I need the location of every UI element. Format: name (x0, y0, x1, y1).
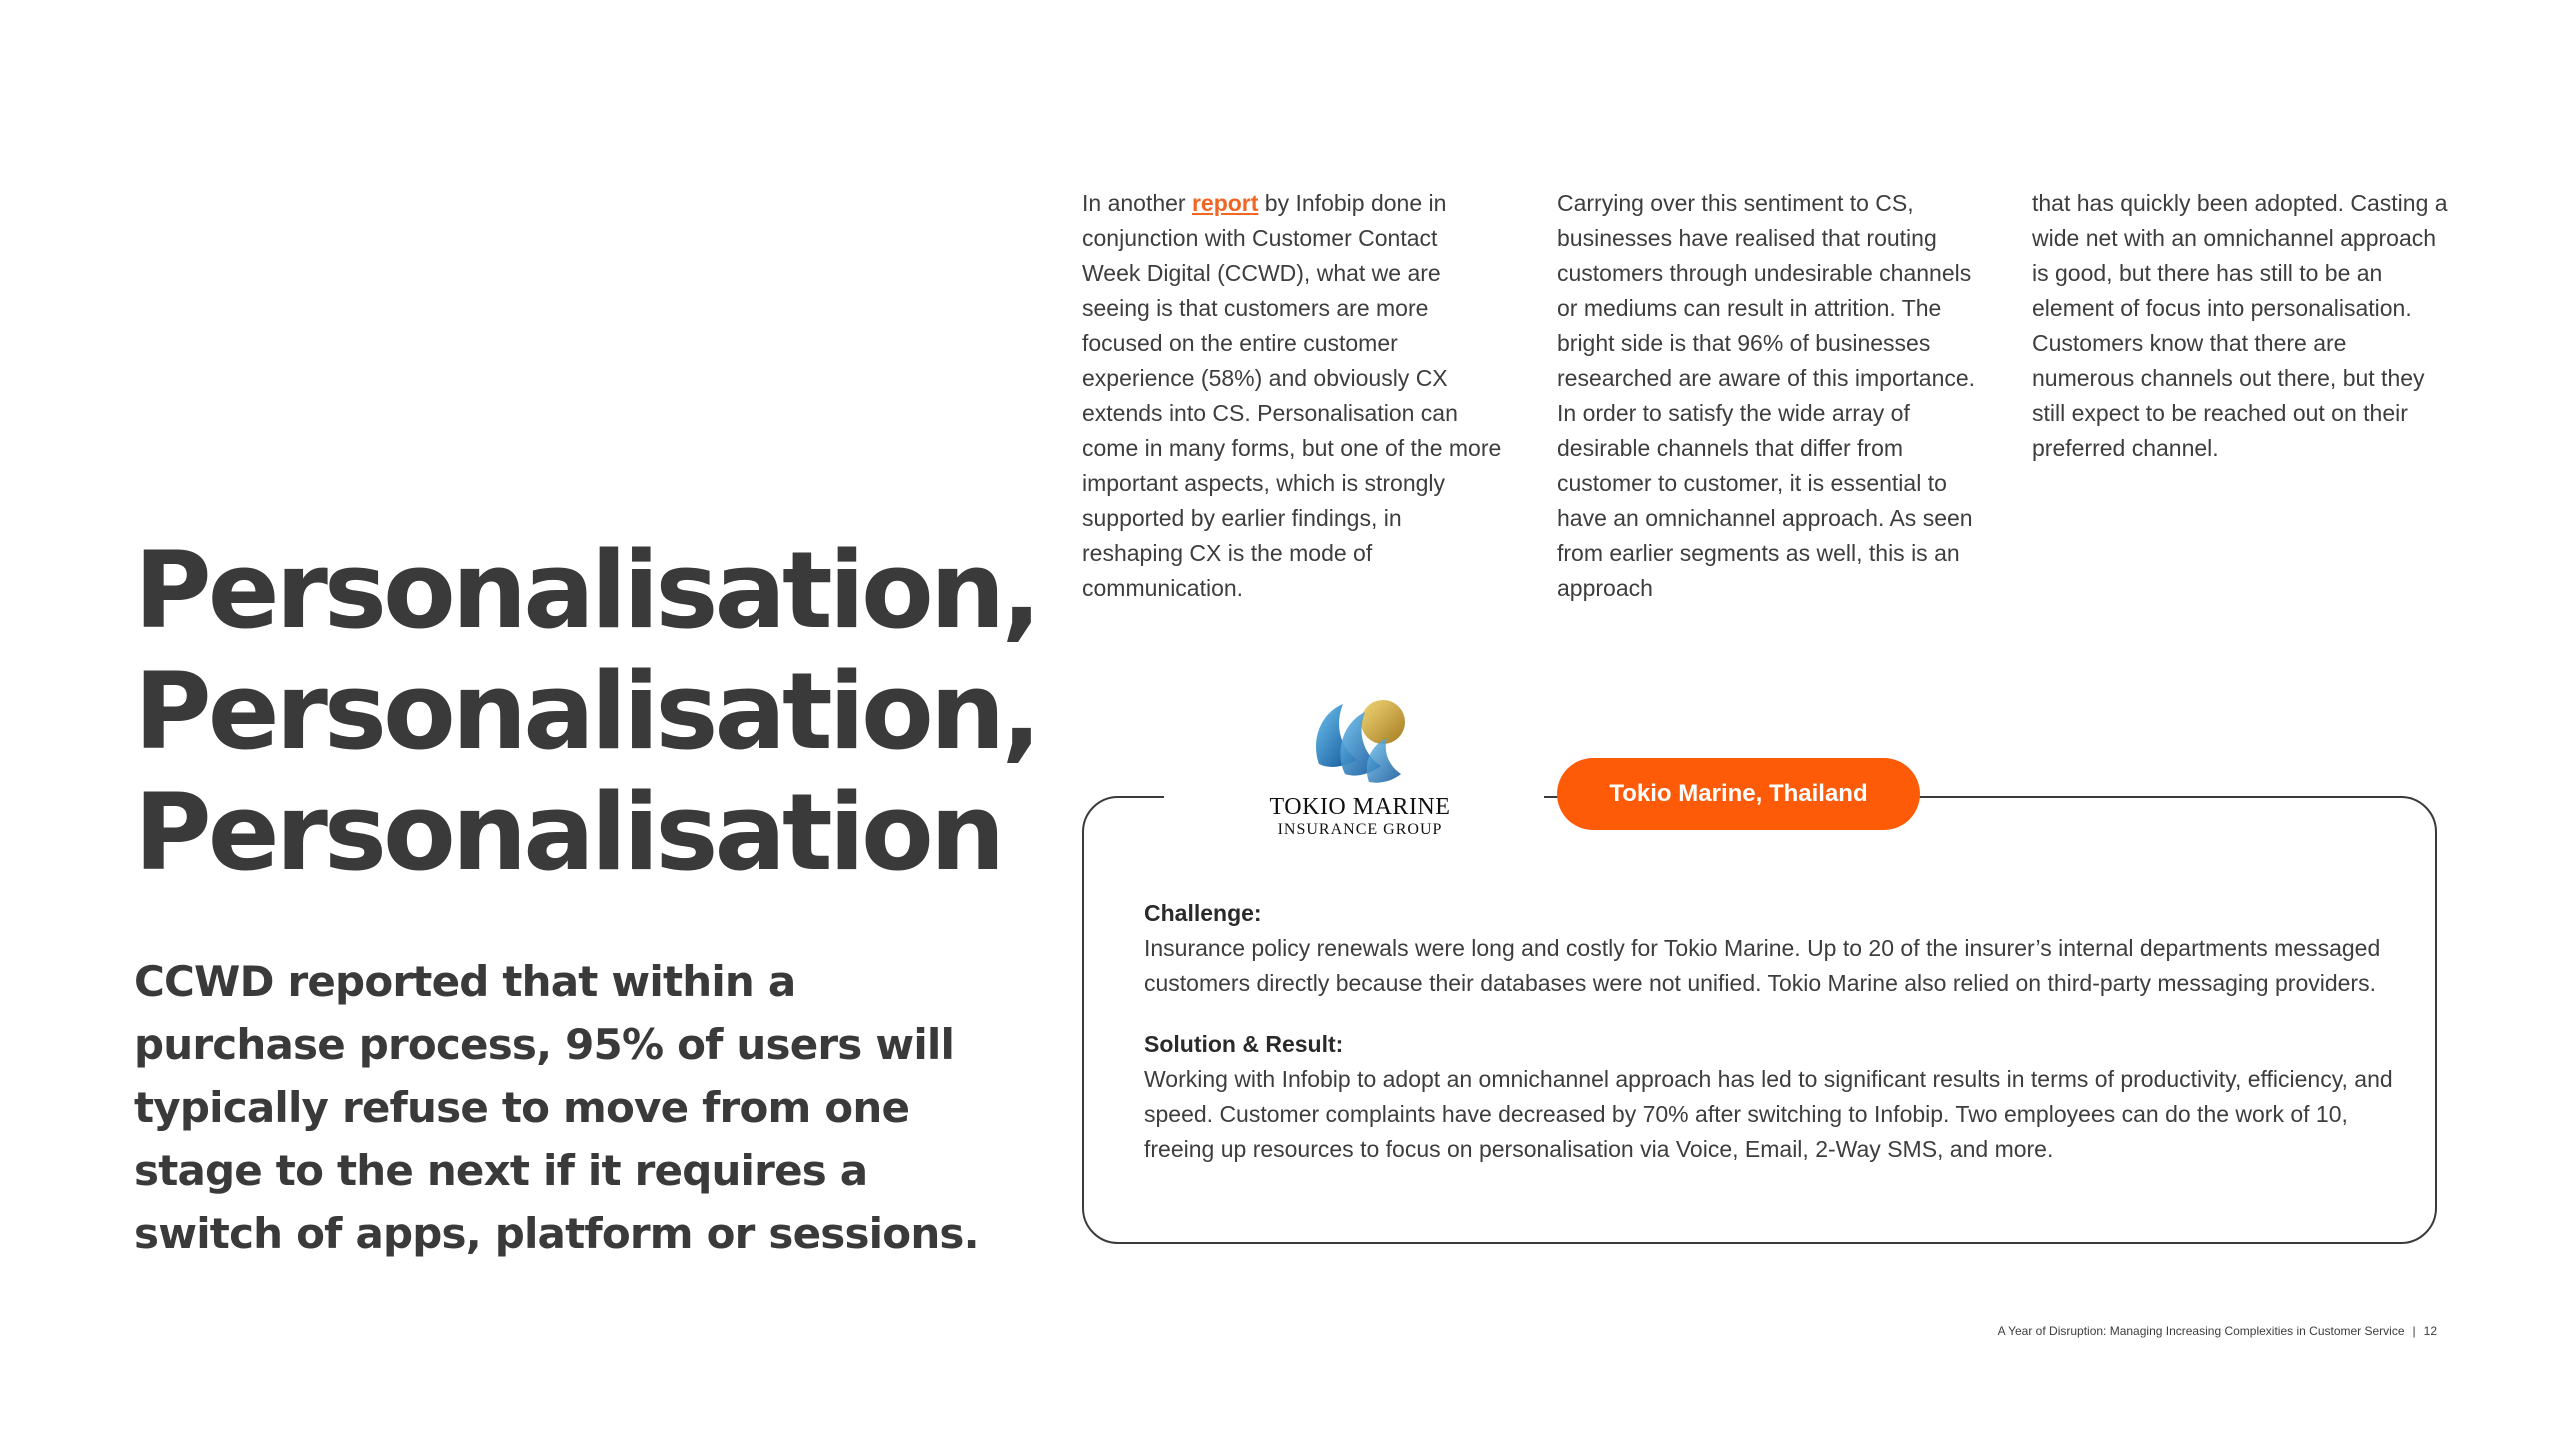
challenge-text: Insurance policy renewals were long and costly for Tokio Marine. Up to 20 of the insurer’s internal departments messaged customers directly because their databases were not unified. Tokio Marine also relied on third-party messaging providers. (1144, 935, 2381, 996)
report-link[interactable]: report (1191, 190, 1259, 216)
case-study-content (1144, 896, 2394, 1167)
heading-line-3: Personalisation (134, 771, 1002, 894)
heading-line-2: Personalisation, (134, 650, 1038, 773)
column-2-text: Carrying over this sentiment to CS, businesses have realised that routing customers through undesirable channels or mediums can result in attrition. The bright side is that 96% of businesses researched are aware of this importance. In order to satisfy the wide array of desirable channels that differ from customer to customer, it is essential to have an omnichannel approach. As seen from earlier segments as well, this is an approach (1557, 190, 1976, 601)
body-column-2 (1557, 186, 1977, 606)
column-1-text (1082, 186, 1502, 606)
challenge-label: Challenge: (1144, 900, 1262, 926)
page-heading (134, 530, 1038, 893)
footer-separator: | (2412, 1324, 2416, 1338)
column-1-text-start: In another (1082, 190, 1192, 216)
page-footer (1998, 1323, 2437, 1339)
tokio-marine-logo (1240, 694, 1480, 840)
tokio-marine-thailand-pill[interactable]: Tokio Marine, Thailand (1557, 758, 1920, 830)
body-column-1 (1082, 186, 1502, 606)
tokio-marine-logo-icon (1305, 694, 1415, 790)
solution-block (1144, 1027, 2394, 1167)
heading-line-1: Personalisation, (134, 529, 1038, 652)
lead-paragraph: CCWD reported that within a purchase process, 95% of users will typically refuse to move from one stage to the next if it requires a switch of apps, platform or sessions. (134, 957, 979, 1258)
logo-name: TOKIO MARINE (1269, 794, 1451, 820)
column-3-text: that has quickly been adopted. Casting a wide net with an omnichannel approach is good, but there has still to be an element of focus into personalisation. Customers know that there are numerous channels out there, but they still expect to be reached out on their preferred channel. (2032, 190, 2448, 461)
solution-label: Solution & Result: (1144, 1031, 1344, 1057)
column-1-text-rest: by Infobip done in conjunction with Customer Contact Week Digital (CCWD), what we are seeing is that customers are more focused on the entire customer experience (58%) and obviously CX extends into CS. Personalisation can come in many forms, but one of the more important aspects, which is strongly supported by earlier findings, in reshaping CX is the mode of communication. (1082, 190, 1502, 601)
page-number: 12 (2423, 1324, 2437, 1338)
solution-text: Working with Infobip to adopt an omnichannel approach has led to significant results in terms of productivity, efficiency, and speed. Customer complaints have decreased by 70% after switching to Infobip. Two employees can do the work of 10, freeing up resources to focus on personalisation via Voice, Email, 2-Way SMS, and more. (1144, 1066, 2393, 1162)
body-column-3 (2032, 186, 2452, 466)
logo-subtitle: INSURANCE GROUP (1277, 821, 1443, 838)
footer-title: A Year of Disruption: Managing Increasing Complexities in Customer Service (1997, 1324, 2405, 1338)
challenge-block (1144, 896, 2394, 1001)
